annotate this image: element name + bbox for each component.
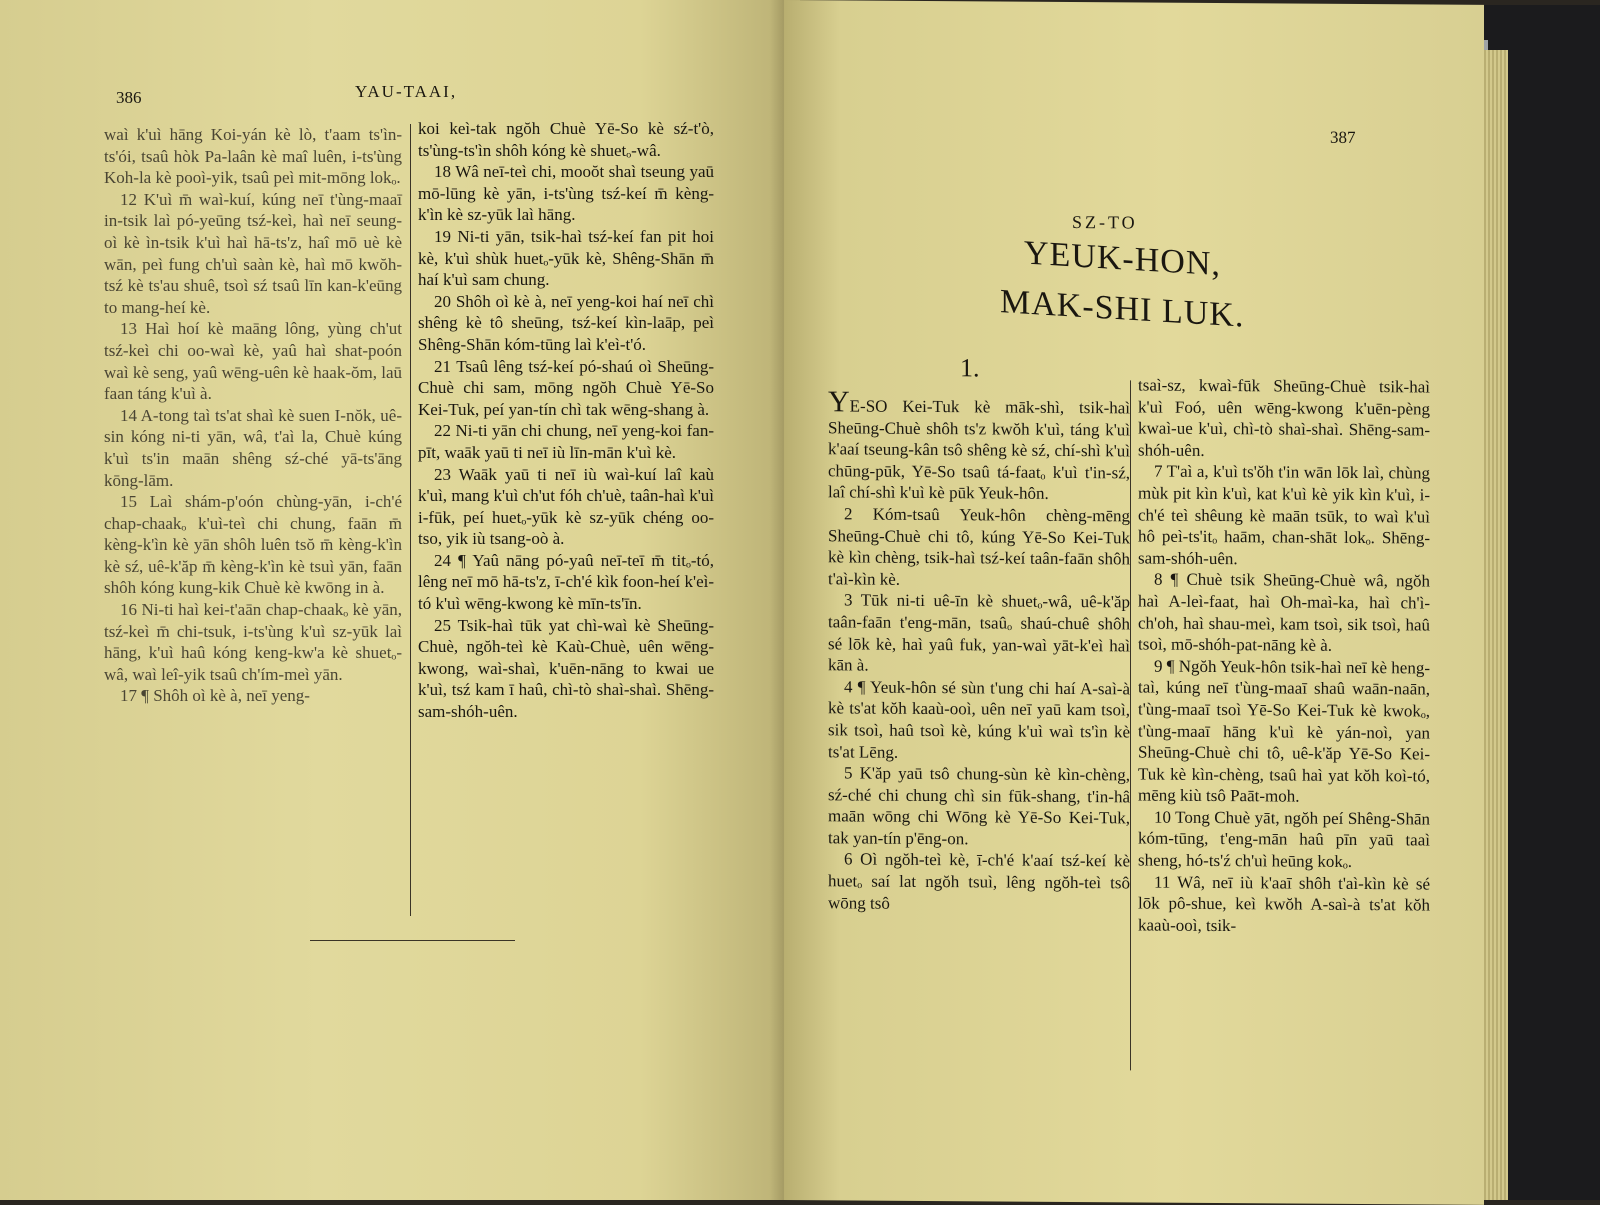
verse-paragraph: waì k'uì hāng Koi-yán kè lò, t'aam ts'ìn-ts'ói, tsaû hòk Pa-laân kè maî luên, i-ts'ùng Koh-la kè pooì-yik, tsaû peì mit-mōng lokₒ. [104,125,402,188]
column-divider [410,124,411,916]
drop-cap: Y [828,385,850,419]
verse-paragraph: 10 Tong Chuè yāt, ngŏh peí Shêng-Shān kóm-tūng, t'eng-mān haû pīn yaū taaì sheng, hó-ts'ź ch'uì heūng kokₒ. [1138,807,1430,872]
verse-paragraph: 23 Waāk yaū ti neī iù waì-kuí laî kaù k'uì, mang k'uì ch'ut fóh ch'uè, taân-haì k'uì i-fūk, peí huetₒ-yūk kè sz-yūk chéng oo-tso, yik iù tsang-oò à. [418,464,714,549]
verse-paragraph: 12 K'uì m̄ waì-kuí, kúng neī t'ùng-maaī in-tsik laì pó-yeūng tsź-keì, haì neī seung-oì kè ìn-tsik k'uì haì hā-ts'z, haî mō uè kè wān, peì fung ch'uì saàn kè, haì mō kwŏh-tsź kè ts'au shuê, tsoì sź tsaû līn kan-k'eūng to mang-heí kè. [104,189,402,317]
verse-paragraph: 20 Shôh oì kè à, neī yeng-koi haí neī chì shêng kè tô sheūng, tsź-keí kìn-laāp, peì Shêng-Shān kóm-tūng laì k'eì-t'ó. [418,291,714,354]
column-divider-right [1130,380,1131,1070]
verse-paragraph: 15 Laì shám-p'oón chùng-yān, i-ch'é chap-chaakₒ k'uì-teì chi chung, faān m̄ kèng-k'ìn kè yān shôh luên tsŏ m̄ kèng-k'ìn kè sź, uê-k'ăp m̄ kèng-k'ìn kè tsuì yān, faān shôh kóng kung-kik Chuè kè kwōng in à. [104,492,402,598]
verse-paragraph: 5 K'ăp yaū tsô chung-sùn kè kìn-chèng, sź-ché chi chung chì sin fūk-shang, t'in-hâ maān wōng chi Wōng kè Yē-So Kei-Tuk, tak yan-tín p'ēng-on. [828,763,1130,849]
verse-paragraph: 2 Kóm-tsaû Yeuk-hôn chèng-mēng Sheūng-Chuè chi tô, kúng Yē-So Kei-Tuk kè kìn chèng, tsik-haì tsź-keí taân-faān shôh t'aì-kìn kè. [828,504,1130,589]
book-small-title: SZ-TO [1072,212,1138,233]
verse-paragraph: 3 Tūk ni-ti uê-īn kè shuetₒ-wâ, uê-k'ăp taân-faān t'eng-mān, tsaûₒ shaú-chuê shôh sé lōk kè, haì yaû fuk, yan-waì yāt-k'eì haì kān à. [828,590,1130,675]
end-rule [310,940,515,941]
verse-paragraph: 13 Haì hoí kè maāng lông, yùng ch'ut tsź-keì chi oo-waì kè, yaû haì shat-poón waì kè seng, yaû wēng-uên kè haak-ŏm, laū faan táng k'uì à. [104,319,402,404]
left-column-2 [418,118,714,723]
book-title-line-1: YEUK-HON, [1024,234,1221,284]
chapter-number: 1. [960,353,980,383]
verse-paragraph: 16 Ni-ti haì kei-t'aān chap-chaakₒ kè yān, tsź-keì m̄ chi-tsuk, i-ts'ùng k'uì sz-yūk laì hāng, k'uì haû kóng keng-kw'a kè shuetₒ-wâ, waì leî-yik tsaû ch'ím-meì yān. [104,600,402,684]
book-title-line-2: MAK-SHI LUK. [1000,283,1245,335]
verse-paragraph: 25 Tsik-haì tūk yat chì-waì kè Sheūng-Chuè, ngŏh-teì kè Kaù-Chuè, uên wēng-kwong, waì-shaì, k'uēn-nāng to kwai ue k'uì, tsź kam ī haû, chì-tò shaì-shaì. Shēng-sam-shóh-uên. [418,615,714,722]
verse-paragraph: YE-SO Kei-Tuk kè māk-shì, tsik-haì Sheūng-Chuè shôh ts'z kwŏh k'uì, táng k'uì k'aaí tseung-kân tsô shêng kè sź, chí-shì k'uì chūng-pūk, Yē-So tsaû tá-faatₒ k'uì t'in-sź, laî chí-shì k'uì kè pūk Yeuk-hôn. [828,385,1130,504]
verse-paragraph: 6 Oì ngŏh-teì kè, ī-ch'é k'aaí tsź-keí kè huetₒ saí lat ngŏh tsuì, lêng ngŏh-teì tsô wōng tsô [828,849,1130,913]
verse-paragraph: 24 ¶ Yaû nāng pó-yaû neī-teī m̄ titₒ-tó, lêng neī mō hā-ts'z, ī-ch'é kìk foon-heí k'eì-tó k'uì wēng-kwong kè mīn-ts'īn. [418,550,714,614]
verse-paragraph: 8 ¶ Chuè tsik Sheūng-Chuè wâ, ngŏh haì A-leì-faat, haì Oh-maì-ka, haì ch'ì-ch'oh, haì shau-meì, kam tsoì, sik tsoì, haû tsoì, mō-shóh-pat-nāng kè à. [1138,569,1430,655]
left-page-number: 386 [116,88,142,107]
verse-paragraph: koi keì-tak ngŏh Chuè Yē-So kè sź-t'ò, ts'ùng-ts'ìn shôh kóng kè shuetₒ-wâ. [418,119,714,160]
verse-paragraph: 21 Tsaû lêng tsź-keí pó-shaú oì Sheūng-Chuè chi sam, mōng ngŏh Chuè Yē-So Kei-Tuk, peí yan-tín chì tak wēng-shang à. [418,356,714,419]
right-column-2 [1138,374,1430,937]
left-column-1 [104,124,402,707]
verse-paragraph: 14 A-tong taì ts'at shaì kè suen I-nŏk, uê-sin kóng ni-ti yān, wâ, t'aì la, Chuè kúng k'uì ts'in maān shêng sź-ché yā-ts'āng kōng-lām. [104,405,402,490]
left-page [0,0,800,1200]
verse-paragraph: 11 Wâ, neī iù k'aaī shôh t'aì-kìn kè sé lōk pô-shue, keì kwŏh A-saì-à ts'at kŏh kaaù-ooì, tsik- [1138,872,1430,936]
right-page-number: 387 [1330,127,1356,147]
verse-paragraph: 17 ¶ Shôh oì kè à, neī yeng- [120,686,310,706]
right-page [784,0,1484,1205]
verse-paragraph: 22 Ni-ti yān chi chung, neī yeng-koi fan-pīt, waāk yaū ti neī iù līn-mān k'uì kè. [418,421,714,462]
verse-paragraph: tsaì-sz, kwaì-fūk Sheūng-Chuè tsik-haì k'uì Foó, uên wēng-kwong k'uēn-pèng kwaì-ue k'uì, chì-tò shaì-shaì. Shēng-sam-shóh-uên. [1138,375,1430,460]
verse-paragraph: 19 Ni-ti yān, tsik-haì tsź-keí fan pit hoi kè, k'uì shùk huetₒ-yūk kè, Shêng-Shān m̄ haí k'uì sam chung. [418,226,714,290]
verse-paragraph: 9 ¶ Ngŏh Yeuk-hôn tsik-haì neī kè heng-taì, kúng neī t'ùng-maaī shaû waān-naān, t'ùng-maaī tsoì Yē-So Kei-Tuk kè kwokₒ, t'ùng-maaī hāng k'uì kè yán-noì, yan Sheūng-Chuè chi tô, uê-k'ăp Yē-So Kei-Tuk kè kìn-chèng, tsaû haì yat kŏh koì-tó, mēng kiù tsô Paāt-moh. [1138,656,1430,806]
verse-paragraph: 18 Wâ neī-teì chi, mooŏt shaì tseung yaū mō-lūng kè yān, i-ts'ùng tsź-keí m̄ kèng-k'ìn kè sz-yūk laì hāng. [418,162,714,225]
right-column-1 [828,385,1130,915]
verse-paragraph: 7 T'aì a, k'uì ts'ŏh t'in wān lōk laì, chùng mùk pit kìn k'uì, kat k'uì kè yik kìn k'uì, i-ch'é teì shêung kè maān tsūk, to waì k'uì hô peì-ts'itₒ haām, chan-shāt lokₒ. Shēng-sam-shóh-uên. [1138,461,1430,568]
left-running-head: YAU-TAAI, [355,82,458,101]
verse-paragraph: 4 ¶ Yeuk-hôn sé sùn t'ung chi haí A-saì-à kè ts'at kŏh kaaù-ooì, uên neī yaū kam tsoì, sik tsoì, haû tsoì kè, kúng k'uì waì ts'ìn kè ts'at Lēng. [828,677,1130,762]
